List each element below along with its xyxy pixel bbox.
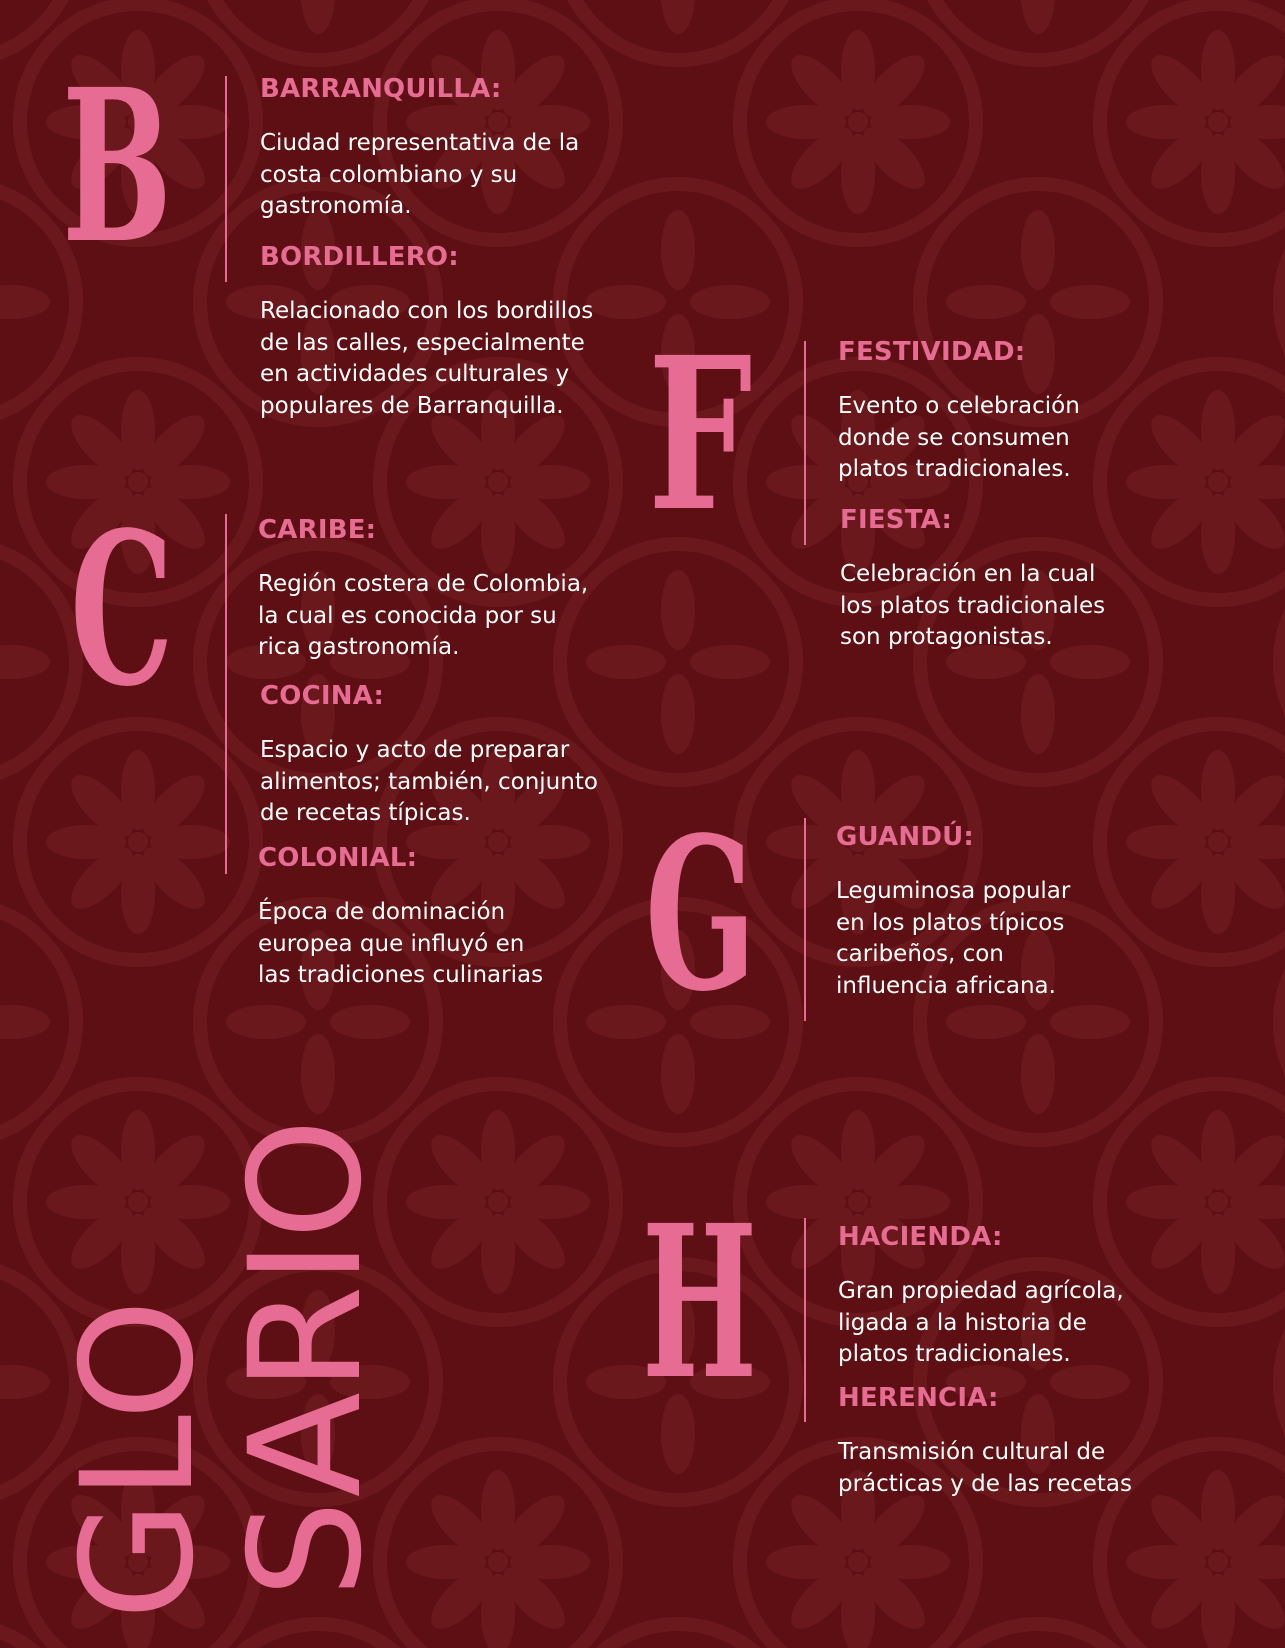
term-definition: Ciudad representativa de la costa colombiano y su gastronomía. [260, 130, 580, 219]
term-title: HERENCIA: [838, 1383, 999, 1413]
letter-f: F [648, 311, 753, 558]
term-definition: Transmisión cultural de prácticas y de las recetas [838, 1439, 1132, 1497]
term-title: BARRANQUILLA: [260, 74, 502, 104]
letter-c: C [70, 486, 174, 733]
term-title: HACIENDA: [838, 1222, 1003, 1252]
letter-h: H [642, 1179, 758, 1426]
term-definition: Leguminosa popular en los platos típicos caribeños, con influencia africana. [836, 878, 1071, 999]
divider-c [225, 514, 227, 874]
entry-hacienda [838, 1222, 1208, 1371]
entry-bordillero [260, 242, 630, 422]
entry-caribe [258, 515, 628, 664]
term-title: BORDILLERO: [260, 242, 459, 272]
term-title: CARIBE: [258, 515, 377, 545]
title-sario: SARIO [217, 1118, 396, 1598]
divider-g [804, 818, 806, 1021]
entry-colonial [258, 843, 628, 992]
term-definition: Época de dominación europea que influyó en las tradiciones culinarias [258, 899, 544, 988]
divider-b [225, 76, 227, 282]
divider-h [804, 1218, 806, 1422]
divider-f [804, 341, 806, 545]
term-title: COCINA: [260, 681, 385, 711]
term-definition: Evento o celebración donde se consumen platos tradicionales. [838, 393, 1080, 482]
term-definition: Celebración en la cual los platos tradicionales son protagonistas. [840, 561, 1106, 650]
term-title: COLONIAL: [258, 843, 418, 873]
entry-guandu [836, 822, 1206, 1002]
entry-cocina [260, 681, 630, 830]
entry-fiesta [840, 505, 1210, 654]
entry-festividad [838, 337, 1208, 486]
term-title: FIESTA: [840, 505, 953, 535]
entry-herencia [838, 1383, 1208, 1500]
term-definition: Relacionado con los bordillos de las calles, especialmente en actividades culturales y populares de Barranquilla. [260, 298, 594, 419]
term-title: FESTIVIDAD: [838, 337, 1026, 367]
letter-b: B [62, 43, 173, 290]
entry-barranquilla [260, 74, 630, 223]
term-title: GUANDÚ: [836, 822, 975, 852]
term-definition: Región costera de Colombia, la cual es conocida por su rica gastronomía. [258, 571, 589, 660]
term-definition: Espacio y acto de preparar alimentos; también, conjunto de recetas típicas. [260, 737, 598, 826]
letter-g: G [645, 791, 757, 1038]
title-glo: GLO [49, 1299, 228, 1620]
term-definition: Gran propiedad agrícola, ligada a la historia de platos tradicionales. [838, 1278, 1124, 1367]
